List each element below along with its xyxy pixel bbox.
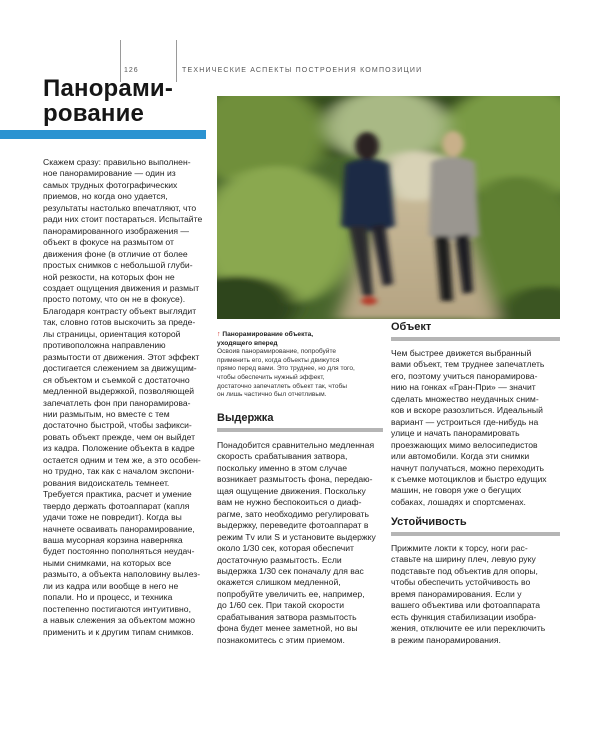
object-text-line: улице и начать панорамировать [391,428,520,439]
object-text-line: Чем быстрее движется выбранный [391,348,532,358]
intro-text-line: самых трудных фотографических [43,179,178,190]
intro-text-line: размытости от движения. Этот эффект [43,351,200,362]
exposure-text-line: вам не нужно беспокоиться о диаф- [217,497,362,508]
stability-text-line: чтобы обеспечить устойчивость во [391,577,531,588]
object-text [391,348,560,508]
exposure-text-line: достаточную размытость. Если [217,554,342,565]
intro-text-line: применить и к другим типам снимков. [43,626,194,637]
section-rule-object [391,337,560,341]
intro-text-line: а навык слежения за объектом можно [43,615,196,626]
article-title-line2: рование [43,100,145,127]
exposure-text-line: выдержку, переведите фотоаппарат в [217,520,369,531]
intro-text-line: ваша мусорная корзина наверняка [43,534,183,545]
exposure-text-line: Понадобится сравнительно медленная [217,440,375,450]
caption-heading-line2: уходящего вперед [217,339,278,347]
intro-text-line: приемов, но когда оно удается, [43,191,168,202]
intro-text-line: начнете осваивать панорамирование, [43,523,195,534]
intro-text-line: постепенно постигаются интуитивно, [43,603,191,614]
intro-text-line: результаты настолько впечатляют, что [43,202,197,213]
intro-text-line: создает ощущения движения и размыт [43,282,200,293]
stability-text-line: жения, отключите ее или переключить [391,623,546,634]
photo-caption [217,331,379,400]
object-text-line: к съемке мотоциклов и быстро едущих [391,473,547,484]
object-text-line: вами объект, тем труднее запечатлеть [391,359,545,370]
intro-text-line: Благодаря контрасту объект выглядит [43,305,197,316]
intro-text-line: рования видоискатель темнеет. [43,477,170,488]
intro-text-line: ровать объект прежде, чем он выйдет [43,431,196,442]
arrow-up-icon: ↑ [217,331,221,338]
intro-text-line: так, словно готов выскочить за преде- [43,317,196,328]
caption-text-line: применить его, когда объекты движутся [217,356,340,364]
intro-text-line: ли из кадра или вообще в него не [43,580,179,591]
photo [217,96,560,319]
intro-text-line: остается одним и тем же, а это особен- [43,454,201,465]
running-head: ТЕХНИЧЕСКИЕ АСПЕКТЫ ПОСТРОЕНИЯ КОМПОЗИЦИИ [182,67,423,74]
intro-text-line: медленной выдержкой, позволяющей [43,386,195,397]
intro-text-line: ся объектом и съемкой с достаточно [43,374,190,385]
exposure-text-line: около 1/30 сек, которая обеспечит [217,543,354,554]
exposure-text [217,440,382,646]
section-rule-stability [391,532,560,536]
exposure-text-line: попробуйте увеличить ее, например, [217,588,365,599]
exposure-text-line: возникает размытость фона, передаю- [217,474,373,485]
intro-text-line: нии размытым, но вместе с тем [43,408,170,419]
caption-text-line: прямо перед вами. Это труднее, но для того, [217,365,355,373]
exposure-text-line: режим Tv или S и установите выдержку [217,531,376,542]
intro-text-line: но трудно, так как с началом экспони- [43,466,195,477]
intro-text-line: ной резкости, на которых фон не [43,271,175,282]
stability-text-line: Прижмите локти к торсу, ноги рас- [391,543,528,553]
object-text-line: ков и вскоре разозлиться. Идеальный [391,405,543,416]
page-number: 126 [124,67,139,74]
caption-text [217,348,379,400]
intro-text-line: достигается слежением за движущим- [43,363,197,374]
intro-text-line: движения фоне (в отличие от более [43,248,188,259]
object-text-line: начнут получаться, можно переходить [391,462,545,473]
intro-text-line: противоположна направлению [43,340,166,351]
intro-text-line: достаточно быстрой, чтобы зафикси- [43,420,192,431]
object-text-line: сделать множество неудачных сним- [391,393,539,404]
intro-text-line: просто потому, что он не в фокусе). [43,294,186,305]
intro-text-line: из кадра. Положение объекта в кадре [43,443,195,454]
exposure-text-line: срабатывания затвора размытость [217,611,357,622]
article-title [43,76,218,126]
intro-text-line: лы страницы, ориентация которой [43,328,181,339]
stability-text-line: в режим панорамирования. [391,634,501,645]
exposure-text-line: до 1/60 сек. При такой скорости [217,600,345,611]
object-text-line: вариант — устроиться где-нибудь на [391,416,539,427]
object-text-line: его, поэтому учиться панорамирова- [391,370,538,381]
exposure-text-line: окажется слишком медленной, [217,577,341,588]
exposure-text-line: познакомитесь с этим приемом. [217,634,345,645]
intro-text-line: Скажем сразу: правильно выполнен- [43,157,191,167]
section-heading-exposure: Выдержка [217,412,274,424]
exposure-text-line: выдержка 1/30 сек поначалу для вас [217,565,364,576]
caption-heading-line1: Панорамирование объекта, [222,331,314,338]
intro-text-line: твердо держать фотоаппарат (капля [43,500,190,511]
intro-text-line: панорамированного изображения — [43,225,190,236]
photo-illustration [217,96,560,319]
exposure-text-line: поскольку именно в этом случае [217,462,348,473]
object-text-line: машин, не говоря уже о бегущих [391,485,522,496]
stability-text-line: ставьте на ширину плеч, левую руку [391,554,536,565]
object-text-line: нию на гонках «Гран-При» — значит [391,382,536,393]
exposure-text-line: рагме, зато необходимо регулировать [217,508,369,519]
intro-text-line: простых снимков с небольшой глуби- [43,260,193,271]
intro-text-line: объект в фокусе на размытом от [43,237,174,248]
intro-text-line: Требуется практика, расчет и умение [43,489,192,500]
section-rule-exposure [217,428,383,432]
object-text-line: собаках, лошадях и спортсменах. [391,496,526,507]
intro-text-line: ными снимками, на которых все [43,557,172,568]
caption-heading [217,331,379,348]
stability-text [391,543,560,646]
intro-text-line: запечатлеть фон при панорамирова- [43,397,191,408]
caption-text-line: достаточно запечатлеть объект так, чтобы [217,382,347,390]
intro-text-line: ради них стоит постараться. Испытайте [43,214,203,225]
intro-text-line: размыто, а объекта наполовину вылез- [43,569,201,580]
intro-text-line: удачи тоже не повредит). Когда вы [43,512,182,523]
exposure-text-line: щая ощущение движения. Поскольку [217,485,366,496]
exposure-text-line: скорость срабатывания затвора, [217,451,348,462]
object-text-line: или автомобили. Когда эти снимки [391,451,530,462]
intro-text [43,157,208,638]
title-accent-bar [0,130,206,139]
caption-text-line: он лишь частично был отчетливым. [217,391,327,399]
intro-text-line: ное панорамирование — один из [43,168,176,179]
intro-text-line: попали. Но и процесс, и техника [43,592,173,603]
stability-text-line: есть функция стабилизации изобра- [391,611,537,622]
stability-text-line: подставьте под объектив для опоры, [391,565,538,576]
caption-text-line: Освоив панорамирование, попробуйте [217,348,337,356]
section-heading-stability: Устойчивость [391,516,467,528]
caption-text-line: чтобы обеспечить нужный эффект, [217,373,325,381]
intro-text-line: будет постоянно пополняться неудач- [43,546,195,557]
object-text-line: проезжающих мимо велосипедистов [391,439,538,450]
article-title-line1: Панорами- [43,75,174,102]
stability-text-line: время панорамирования. Если у [391,588,522,599]
stability-text-line: вашего объектива или фотоаппарата [391,600,540,611]
section-heading-object: Объект [391,321,432,333]
exposure-text-line: фона будет менее заметной, но вы [217,623,358,634]
